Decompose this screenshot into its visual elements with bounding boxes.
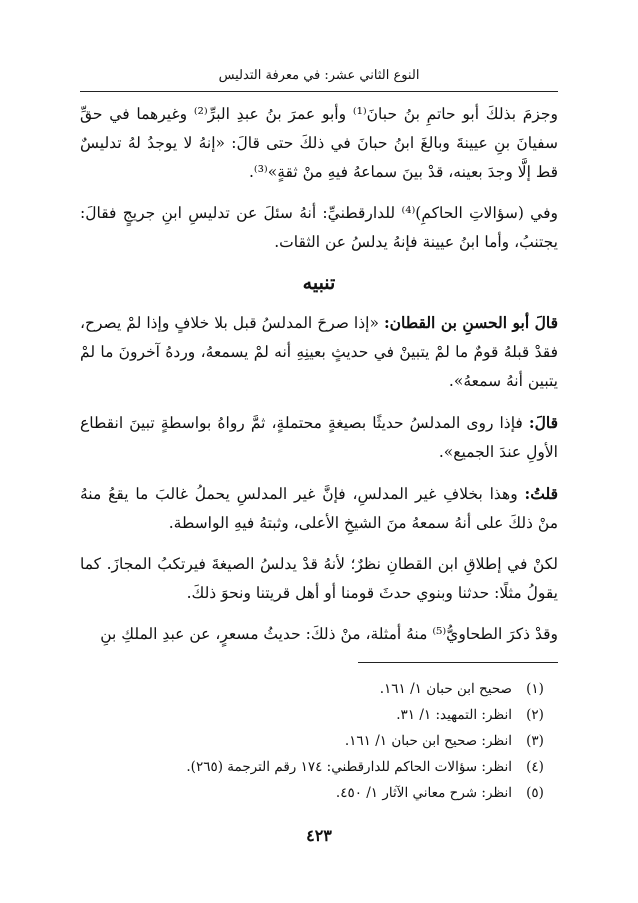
footnote bbox=[80, 780, 558, 806]
paragraph-3 bbox=[80, 308, 558, 396]
footnote bbox=[80, 702, 558, 728]
paragraph-3-lead: قالَ أبو الحسنِ بن القطان: bbox=[383, 313, 559, 332]
footnote-text: انظر: صحيح ابن حبان ١/ ١٦١. bbox=[344, 733, 512, 749]
footnote-number: (٤) bbox=[526, 759, 544, 775]
footnote-number: (١) bbox=[526, 681, 544, 697]
footnote bbox=[80, 676, 558, 702]
body-text bbox=[80, 100, 558, 661]
paragraph-6: لكنْ في إطلاقِ ابن القطانِ نظرٌ؛ لأنهُ قدْ يدلسُ الصيغةَ فيرتكبُ المجازَ. كما يقولُ مثلًا: حدثنا وبنوي حدثَ قومنا أو أهل قريتنا ونحوَ ذلكَ. bbox=[80, 555, 558, 602]
running-header: النوع الثاني عشر: في معرفة التدليس bbox=[218, 68, 420, 83]
footnote bbox=[80, 754, 558, 780]
footnote-number: (٢) bbox=[526, 707, 544, 723]
paragraph-3-text: «إذا صرحَ المدلسُ قبل بلا خلافٍ وإذا لمْ يصرح، فقدْ قبلهُ قومٌ ما لمْ يتبينْ في حديثٍ بعينِهِ أنه لمْ يسمعهُ، وردهُ آخرونَ ما لمْ يتبين أنهُ سمعهُ». bbox=[80, 314, 558, 390]
paragraph-1: وجزمَ بذلكَ أبو حاتمِ بنُ حبانَ⁽¹⁾ وأبو عمرَ بنُ عبدِ البرِّ⁽²⁾ وغيرهما في حقِّ سفيانَ بنِ عيينةَ وبالغَ ابنُ حبانَ في ذلكَ حتى قالَ: «إنهُ لا يوجدُ لهُ تدليسٌ قط إلَّا وجدَ بعينه، قدْ بينَ سماعهُ فيهِ منْ ثقةٍ»⁽³⁾. bbox=[80, 105, 559, 181]
paragraph-4-text: فإذا روى المدلسُ حديثًا بصيغةٍ محتملةٍ، ثمَّ رواهُ بواسطةٍ تبينَ انقطاع الأولِ عندَ الجميع». bbox=[80, 414, 558, 461]
footnote-text: صحيح ابن حبان ١/ ١٦١. bbox=[379, 681, 512, 697]
header-rule bbox=[80, 91, 558, 92]
footnote-number: (٣) bbox=[526, 733, 544, 749]
footnote-text: انظر: شرح معاني الآثار ١/ ٤٥٠. bbox=[335, 785, 512, 801]
footnote-text: انظر: سؤالات الحاكم للدارقطني: ١٧٤ رقم الترجمة (٢٦٥). bbox=[186, 759, 512, 775]
footnote bbox=[80, 728, 558, 754]
paragraph-4 bbox=[80, 408, 558, 467]
paragraph-7: وقدْ ذكرَ الطحاويُّ⁽⁵⁾ منهُ أمثلة، منْ ذلكَ: حديثُ مسعرٍ، عن عبدِ الملكِ بنِ bbox=[100, 625, 558, 643]
page-number: ٤٢٣ bbox=[306, 826, 332, 845]
footnote-text: انظر: التمهيد: ١/ ٣١. bbox=[396, 707, 512, 723]
footnotes bbox=[80, 676, 558, 806]
paragraph-5 bbox=[80, 479, 558, 538]
paragraph-4-lead: قالَ: bbox=[528, 413, 558, 432]
paragraph-5-text: وهذا بخلافِ غير المدلسِ، فإنَّ غير المدلسِ يحملُ غالبَ ما يقعُ منهُ منْ ذلكَ على أنهُ سمعهُ منَ الشيخِ الأعلى، وثبتهُ فيهِ الواسطة. bbox=[80, 485, 558, 532]
paragraph-5-lead: قلتُ: bbox=[524, 484, 558, 503]
footnote-number: (٥) bbox=[526, 785, 544, 801]
paragraph-2: وفي (سؤالاتِ الحاكمِ)⁽⁴⁾ للدارقطنيِّ: أنهُ سئلَ عن تدليسِ ابنِ جريجٍ فقالَ: يجتنبُ، وأما ابنُ عيينة فإنهُ يدلسُ عن الثقات. bbox=[80, 204, 558, 251]
section-heading: تنبيه bbox=[302, 272, 336, 294]
footnote-rule bbox=[358, 662, 558, 663]
